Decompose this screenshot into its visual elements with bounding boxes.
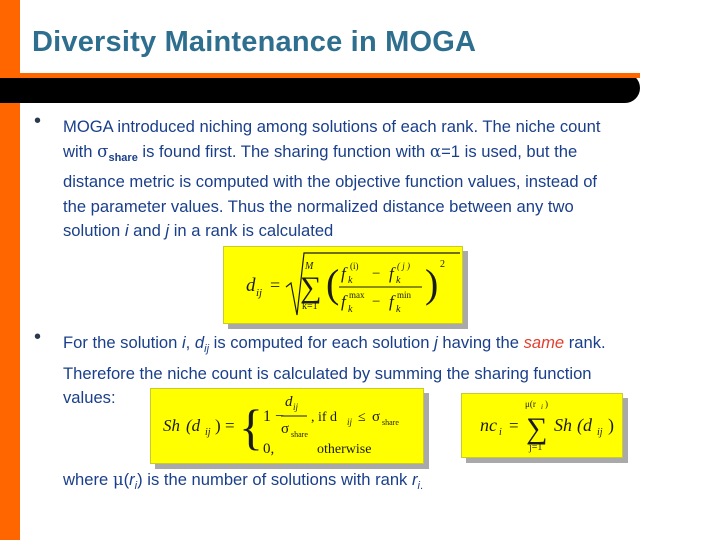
eq1-close-paren: ) bbox=[425, 261, 439, 306]
b2-j: j bbox=[434, 333, 438, 352]
eq1-power: 2 bbox=[440, 259, 445, 270]
title-underline-bar bbox=[0, 73, 640, 103]
eq2-lhs-close: ) bbox=[215, 416, 221, 435]
mu-symbol: μ bbox=[112, 470, 124, 489]
eq2-lhs-sub: ij bbox=[205, 427, 211, 438]
eq1-den-a-sub: k bbox=[348, 304, 353, 315]
b2-d-sub: ij bbox=[204, 343, 210, 355]
b1-i: i bbox=[124, 221, 129, 240]
eq2-frac-num: d bbox=[285, 394, 293, 410]
eq2-leq: ≤ bbox=[358, 410, 366, 425]
eq2-zero: 0, bbox=[263, 441, 275, 457]
b2-e: having the bbox=[437, 333, 524, 352]
b1-line2-mid: is found first. The sharing function with bbox=[137, 141, 430, 161]
eq3-term: Sh bbox=[554, 415, 572, 435]
eq2-cond-sub: ij bbox=[347, 417, 353, 427]
where-c: ) is the number of solutions with rank bbox=[137, 470, 412, 489]
eq2-left-brace: { bbox=[239, 399, 263, 455]
slide-title: Diversity Maintenance in MOGA bbox=[32, 26, 477, 58]
eq1-sum-upper: M bbox=[305, 261, 314, 272]
eq1-den-b-sub: k bbox=[396, 304, 401, 315]
bullet-marker-1: • bbox=[34, 110, 42, 132]
eq3-term-arg: (d bbox=[577, 415, 592, 435]
eq2-frac-num-sub: ij bbox=[293, 402, 299, 412]
eq1-den-a: f bbox=[341, 292, 346, 311]
eq1-num-minus: − bbox=[372, 266, 381, 282]
eq1-den-b: f bbox=[389, 292, 394, 311]
eq1-sum-lower: k=1 bbox=[302, 301, 318, 312]
sigma-symbol: σ bbox=[97, 141, 109, 161]
b1-line5c: in a rank is calculated bbox=[169, 221, 334, 240]
b1-line5b: and bbox=[128, 221, 166, 240]
where-r-sub: i bbox=[134, 480, 138, 492]
eq1-lhs: d bbox=[246, 275, 256, 296]
where-r: r bbox=[129, 470, 135, 489]
eq1-num-b-sub: k bbox=[396, 275, 401, 286]
b1-line5a: solution bbox=[63, 221, 125, 240]
niche-count-equation bbox=[461, 393, 623, 458]
eq1-num-b-sup: ( j ) bbox=[397, 261, 410, 271]
b1-j: j bbox=[165, 221, 170, 240]
same-emphasis: same bbox=[523, 333, 565, 352]
eq2-frac-den-sub: share bbox=[291, 430, 308, 439]
eq3-equals: = bbox=[509, 416, 519, 435]
b1-line2-pre: with bbox=[63, 141, 98, 161]
b2-b: , bbox=[185, 333, 195, 352]
eq3-term-close: ) bbox=[608, 415, 614, 435]
where-period: . bbox=[419, 480, 424, 492]
b1-line1: MOGA introduced niching among solutions of each rank. The niche count bbox=[63, 117, 601, 136]
eq3-upper: μ(r bbox=[525, 399, 536, 409]
alpha-symbol: α bbox=[429, 141, 442, 161]
eq1-den-b-sup: min bbox=[397, 290, 412, 300]
eq1-num-a: f bbox=[341, 264, 346, 283]
b2-c: is computed for each solution bbox=[209, 333, 435, 352]
eq1-num-b: f bbox=[389, 264, 394, 283]
b1-line4: the parameter values. Thus the normalized distance between any two bbox=[63, 196, 574, 216]
eq1-open-paren: ( bbox=[326, 261, 340, 306]
b2-line2: Therefore the niche count is calculated by summing the sharing function bbox=[63, 363, 592, 383]
eq2-lhs-arg: (d bbox=[186, 416, 201, 435]
bullet-marker-2: • bbox=[34, 326, 42, 348]
eq1-den-minus: − bbox=[372, 294, 381, 310]
b2-f: rank. bbox=[564, 333, 606, 352]
eq3-lhs-sub: i bbox=[499, 427, 502, 438]
b1-line2-post: =1 is used, but the bbox=[441, 141, 578, 161]
bullet-1-text bbox=[63, 115, 711, 244]
where-a: where bbox=[63, 470, 113, 489]
eq3-sum-symbol: ∑ bbox=[526, 412, 548, 445]
where-r2-sub: i bbox=[417, 480, 420, 492]
eq1-num-a-sub: k bbox=[348, 275, 353, 286]
eq2-otherwise: otherwise bbox=[317, 442, 372, 457]
sum-symbol: ∑ bbox=[300, 271, 322, 304]
where-line bbox=[63, 468, 711, 499]
b2-line3: values: bbox=[63, 388, 116, 407]
eq2-cond-sigma: σ bbox=[372, 409, 381, 425]
eq2-cond-sigma-sub: share bbox=[382, 418, 399, 427]
share-subscript: share bbox=[108, 151, 138, 164]
distance-equation bbox=[223, 246, 463, 324]
eq3-upper-sub: i bbox=[541, 403, 543, 411]
b1-line3: distance metric is computed with the objective function values, instead of bbox=[63, 172, 598, 191]
eq1-lhs-sub: ij bbox=[256, 287, 263, 299]
eq1-den-a-sup: max bbox=[349, 290, 365, 300]
b2-d: d bbox=[194, 333, 205, 352]
b2-a: For the solution bbox=[63, 333, 182, 352]
eq3-lower: j=1 bbox=[529, 442, 543, 453]
eq1-num-a-sup: (i) bbox=[350, 261, 359, 271]
where-r2: r bbox=[411, 470, 418, 489]
b2-i: i bbox=[181, 333, 186, 352]
where-b: ( bbox=[123, 470, 130, 489]
eq2-lhs: Sh bbox=[163, 416, 180, 435]
eq3-upper-close: ) bbox=[545, 399, 548, 409]
eq2-cond: , if d bbox=[311, 410, 338, 425]
eq2-equals: = bbox=[225, 416, 235, 435]
eq3-lhs: nc bbox=[480, 415, 497, 435]
eq3-term-sub: ij bbox=[597, 427, 603, 438]
sharing-function-equation bbox=[150, 388, 424, 464]
eq2-frac-den: σ bbox=[281, 421, 290, 437]
eq1-equals: = bbox=[270, 275, 281, 295]
eq2-one-minus: 1 − bbox=[263, 408, 285, 425]
